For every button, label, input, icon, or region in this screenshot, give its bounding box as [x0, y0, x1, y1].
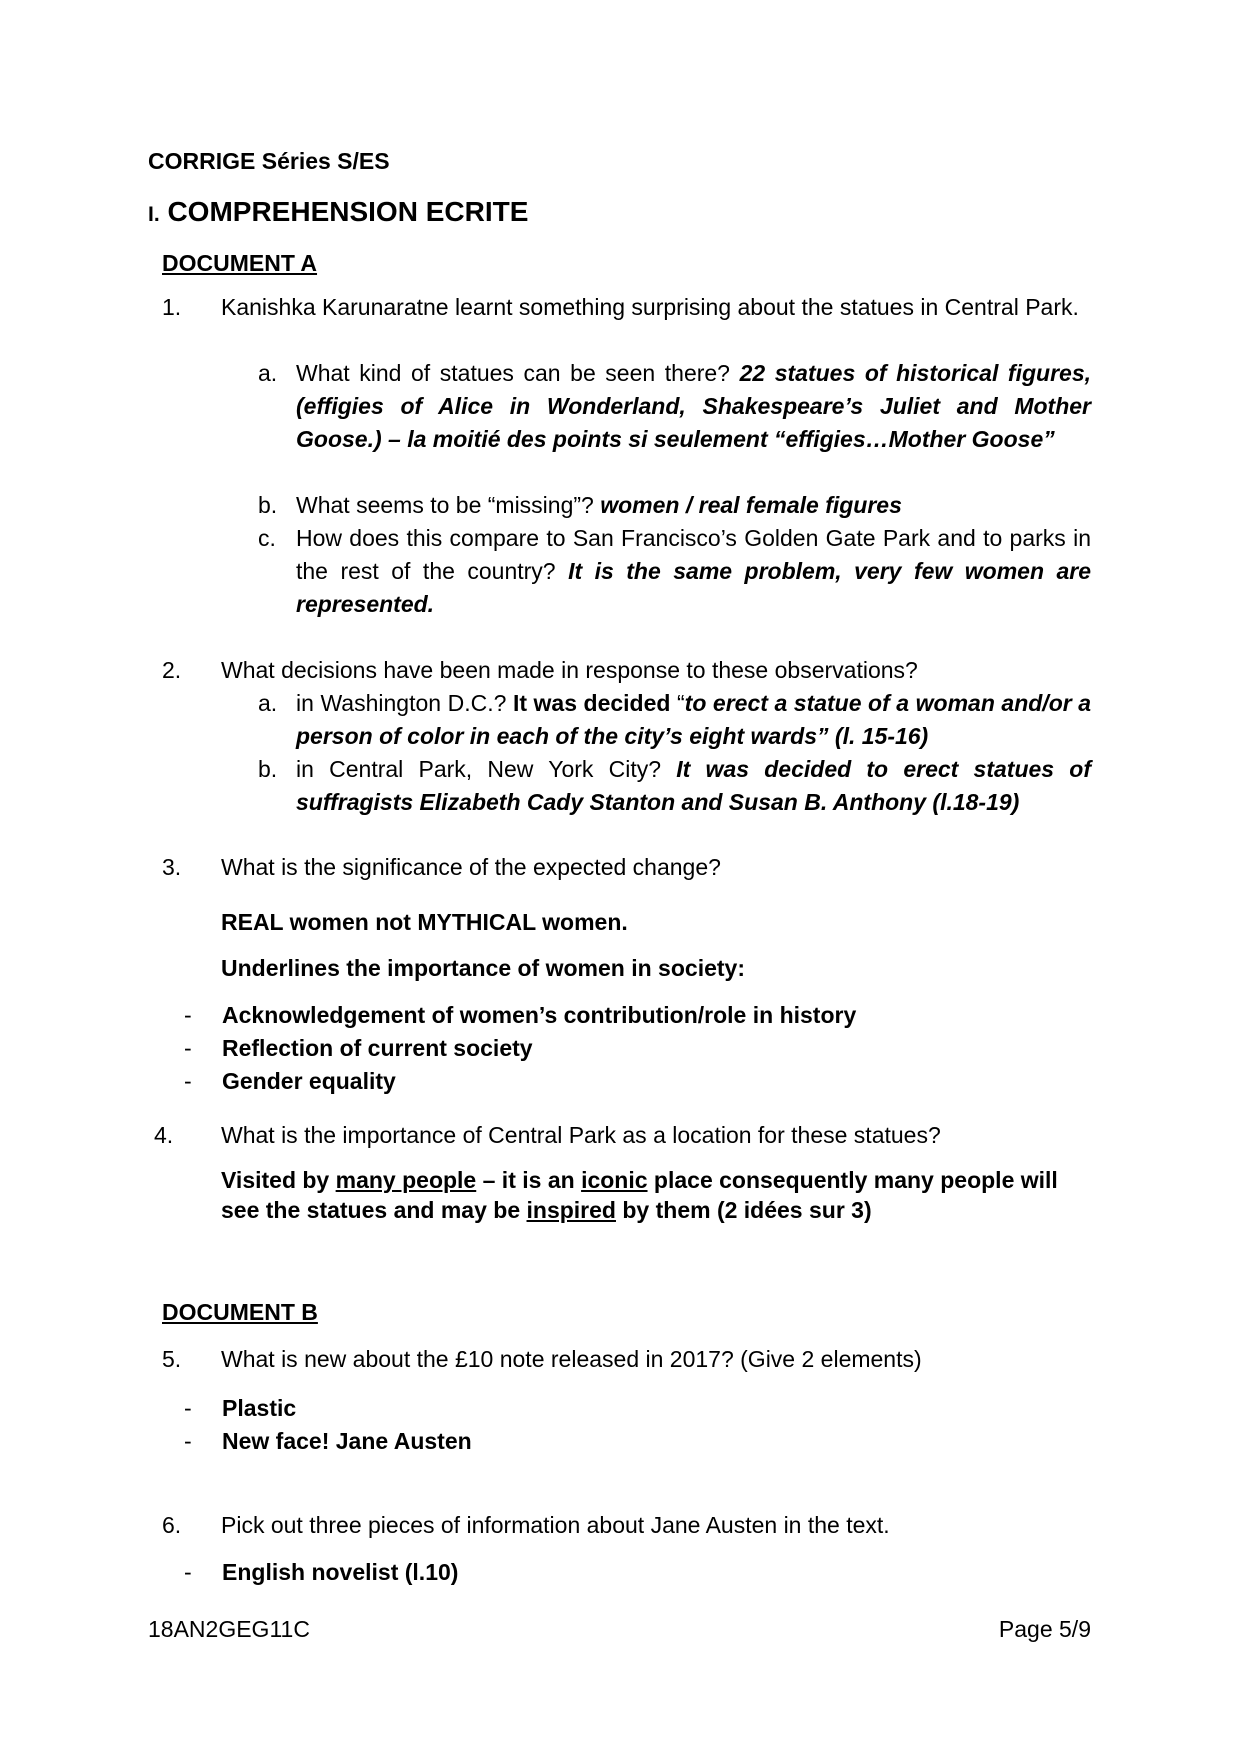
q1c-item [296, 522, 1091, 621]
q6-text: Pick out three pieces of information about Jane Austen in the text. [221, 1512, 890, 1538]
q2-number: 2. [162, 657, 182, 683]
q1b-item [296, 489, 1091, 522]
q3-bullet: Reflection of current society [222, 1035, 533, 1061]
q4-answer-underline: inspired [526, 1197, 616, 1223]
q1a-label: a. [258, 360, 278, 386]
q1c-answer: It is the same problem, very few women are represented. [296, 558, 1091, 617]
section-title: COMPREHENSION ECRITE [167, 196, 529, 227]
q3-bullet: Acknowledgement of women’s contribution/role in history [222, 1002, 857, 1028]
bullet-dash: - [184, 1395, 192, 1421]
footer-code: 18AN2GEG11C [148, 1616, 310, 1642]
q4-answer-part: by them (2 idées sur 3) [622, 1197, 872, 1223]
q2a-label: a. [258, 690, 278, 716]
bullet-dash: - [184, 1068, 192, 1094]
q3-text: What is the significance of the expected change? [221, 854, 721, 880]
q1-number: 1. [162, 294, 182, 320]
q4-answer-underline: many people [335, 1167, 477, 1193]
q4-answer [221, 1165, 1091, 1225]
q1c-question: How does this compare to San Francisco’s Golden Gate Park and to parks in the rest of the country? [296, 525, 1091, 584]
q4-number: 4. [154, 1122, 174, 1148]
q3-answer-1: REAL women not MYTHICAL women. [221, 909, 628, 935]
q2a-quote-open: “ [677, 690, 685, 716]
document-a-heading: DOCUMENT A [162, 250, 318, 276]
document-title: CORRIGE Séries S/ES [148, 148, 390, 174]
q1b-question: What seems to be “missing”? [296, 492, 594, 518]
q1c-label: c. [258, 525, 276, 551]
q6-bullet: English novelist (l.10) [222, 1559, 459, 1585]
q5-bullet: New face! Jane Austen [222, 1428, 472, 1454]
q2b-answer: It was decided to erect statues of suffragists Elizabeth Cady Stanton and Susan B. Anthony (l.18-19) [296, 756, 1092, 815]
q3-number: 3. [162, 854, 182, 880]
q1b-answer: women / real female figures [600, 492, 902, 518]
q2b-item [296, 753, 1091, 819]
bullet-dash: - [184, 1559, 192, 1585]
q4-answer-part: Visited by [221, 1167, 330, 1193]
q1-text: Kanishka Karunaratne learnt something surprising about the statues in Central Park. [221, 294, 1079, 320]
q2a-question: in Washington D.C.? [296, 690, 507, 716]
footer-page-number: Page 5/9 [998, 1616, 1091, 1642]
q3-bullet: Gender equality [222, 1068, 396, 1094]
q4-answer-underline: iconic [581, 1167, 648, 1193]
document-b-heading: DOCUMENT B [162, 1299, 318, 1325]
q3-answer-2: Underlines the importance of women in society: [221, 955, 745, 981]
section-roman: I. [148, 203, 160, 226]
q4-text: What is the importance of Central Park as a location for these statues? [221, 1122, 941, 1148]
bullet-dash: - [184, 1035, 192, 1061]
q5-bullet: Plastic [222, 1395, 297, 1421]
bullet-dash: - [184, 1002, 192, 1028]
q1a-item [296, 357, 1091, 456]
q2a-item [296, 687, 1091, 753]
q5-number: 5. [162, 1346, 182, 1372]
q2-text: What decisions have been made in response to these observations? [221, 657, 918, 683]
q2b-label: b. [258, 756, 278, 782]
q6-number: 6. [162, 1512, 182, 1538]
q2b-question: in Central Park, New York City? [296, 756, 662, 782]
q1b-label: b. [258, 492, 278, 518]
q1a-answer: 22 statues of historical figures, (effigies of Alice in Wonderland, Shakespeare’s Juliet and Mother Goose.) – la moitié des points si seulement “effigies…Mother Goose” [296, 360, 1092, 452]
q2a-answer: to erect a statue of a woman and/or a person of color in each of the city’s eight wards” (l. 15-16) [296, 690, 1092, 749]
q4-answer-part: – it is an [482, 1167, 575, 1193]
q4-answer-part: place consequently many people will see the statues and may be [221, 1167, 1058, 1223]
bullet-dash: - [184, 1428, 192, 1454]
q5-text: What is new about the £10 note released in 2017? (Give 2 elements) [221, 1346, 922, 1372]
q1a-question: What kind of statues can be seen there? [296, 360, 730, 386]
section-heading [148, 194, 528, 233]
q2a-lead: It was decided [512, 690, 671, 716]
